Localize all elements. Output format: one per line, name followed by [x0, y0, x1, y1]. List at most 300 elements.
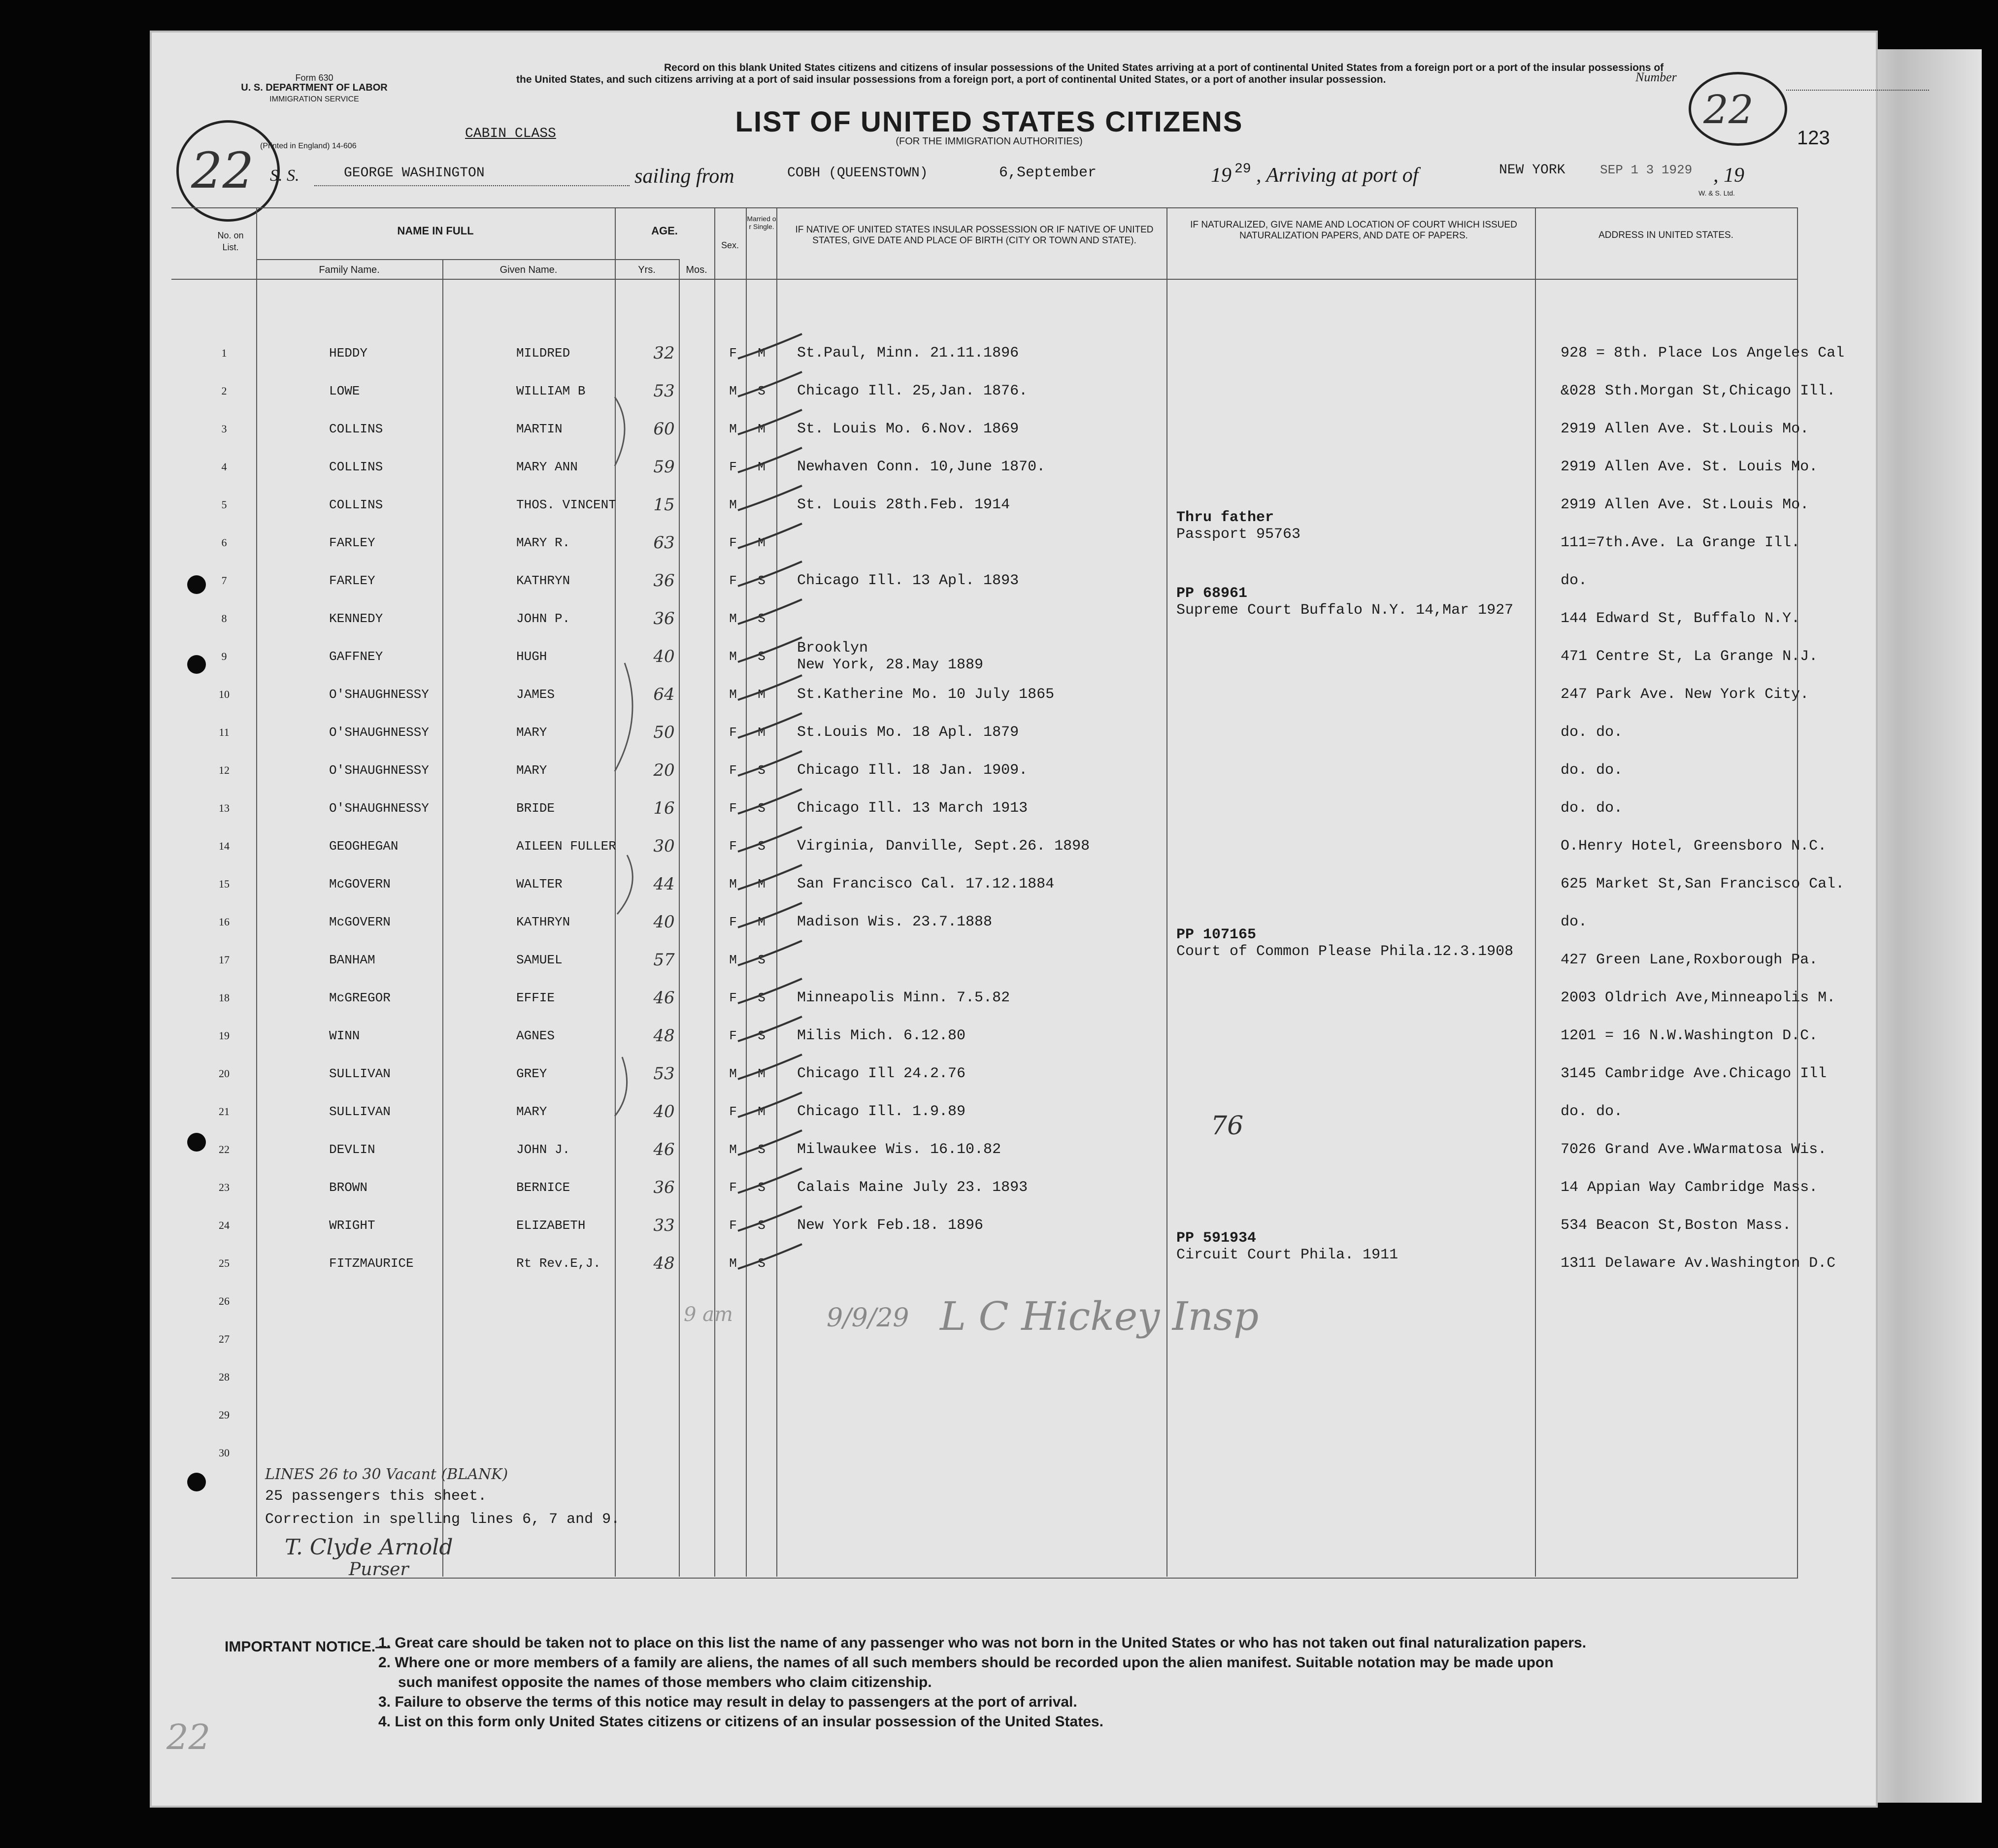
naturalization-info — [1176, 1152, 1541, 1189]
age: 59 — [653, 457, 675, 477]
birth-line-2: New York, 28.May 1889 — [797, 656, 984, 673]
sex: F — [729, 990, 737, 1005]
table-row — [152, 637, 1876, 675]
naturalization-info — [1176, 886, 1541, 924]
table-row — [152, 1055, 1876, 1092]
birth-line: St. Louis Mo. 6.Nov. 1869 — [797, 420, 1019, 437]
given-name: AILEEN FULLER — [516, 838, 616, 854]
row-number: 21 — [219, 1105, 230, 1118]
check-mark — [738, 448, 802, 472]
sex: F — [729, 725, 737, 740]
passenger-count: 25 passengers this sheet. — [265, 1488, 487, 1505]
given-name: KATHRYN — [516, 914, 570, 929]
naturalization-info — [1176, 1227, 1541, 1265]
sailing-from: COBH (QUEENSTOWN) — [787, 165, 928, 181]
check-mark — [738, 1244, 802, 1269]
birth-place-date — [797, 410, 1162, 448]
sex: M — [729, 649, 737, 664]
family-name: DEVLIN — [329, 1142, 375, 1157]
family-name: O'SHAUGHNESSY — [329, 762, 429, 778]
age: 30 — [653, 836, 675, 856]
address: do. do. — [1561, 724, 1623, 741]
birth-place-date — [797, 1244, 1162, 1282]
address: 14 Appian Way Cambridge Mass. — [1561, 1179, 1818, 1196]
family-name: O'SHAUGHNESSY — [329, 725, 429, 740]
naturalization-info — [1176, 962, 1541, 1000]
birth-place-date — [797, 1055, 1162, 1092]
naturalization-line-2: Supreme Court Buffalo N.Y. 14,Mar 1927 — [1176, 601, 1514, 619]
birth-place-date — [797, 599, 1162, 637]
birth-place-date — [797, 941, 1162, 979]
address: do. do. — [1561, 1103, 1623, 1120]
year-suffix: 29 — [1234, 162, 1251, 177]
married-single — [752, 1396, 771, 1434]
address: 2919 Allen Ave. St.Louis Mo. — [1561, 420, 1809, 437]
naturalization-info — [1176, 1379, 1541, 1417]
sex — [723, 1396, 743, 1434]
naturalization-info — [1176, 431, 1541, 469]
naturalization-info — [1176, 545, 1541, 583]
given-name: MARY ANN — [516, 459, 578, 474]
address — [1561, 1320, 1876, 1358]
married-single: S — [758, 952, 766, 967]
row-number: 10 — [219, 688, 230, 700]
family-name — [329, 1320, 506, 1358]
age: 48 — [653, 1253, 675, 1273]
table-row — [152, 789, 1876, 827]
page-subtitle: (FOR THE IMMIGRATION AUTHORITIES) — [896, 136, 1083, 147]
birth-place-date — [797, 637, 1162, 675]
sex: F — [729, 1104, 737, 1119]
age: 32 — [653, 343, 675, 363]
check-mark — [738, 561, 802, 586]
address: 928 = 8th. Place Los Angeles Cal — [1561, 344, 1845, 362]
check-mark — [738, 865, 802, 890]
family-name: WRIGHT — [329, 1218, 375, 1233]
sex: M — [729, 952, 737, 967]
sailing-from-label: sailing from — [634, 165, 734, 188]
family-name: FITZMAURICE — [329, 1255, 414, 1271]
bottom-margin-number: 22 — [166, 1717, 211, 1757]
naturalization-line-2: Circuit Court Phila. 1911 — [1176, 1246, 1399, 1263]
naturalization-info — [1176, 810, 1541, 848]
age: 63 — [653, 532, 675, 553]
birth-place-date — [797, 713, 1162, 751]
naturalization-info — [1176, 507, 1541, 545]
table-row — [152, 1092, 1876, 1130]
family-name: GAFFNEY — [329, 649, 383, 664]
given-name: SAMUEL — [516, 952, 563, 967]
given-name: HUGH — [516, 649, 547, 664]
table-row — [152, 1017, 1876, 1055]
notice-item-1: 1. Great care should be taken not to place on this list the name of any passenger who was not born in the United States or who has not taken out final naturalization papers. — [378, 1635, 1587, 1651]
given-name: WALTER — [516, 876, 563, 891]
header-divider — [171, 279, 1797, 280]
birth-place-date — [797, 789, 1162, 827]
married-single: S — [758, 611, 766, 626]
table-row — [152, 1130, 1876, 1168]
family-name: O'SHAUGHNESSY — [329, 687, 429, 702]
birth-place-date — [797, 979, 1162, 1017]
row-number: 15 — [219, 877, 230, 890]
sex: M — [729, 1066, 737, 1081]
birth-place-date — [797, 1130, 1162, 1168]
naturalization-line: PP 107165 — [1176, 926, 1257, 943]
family-name: McGREGOR — [329, 990, 391, 1005]
printed-in: (Printed in England) 14-606 — [260, 142, 357, 150]
birth-line: Chicago Ill. 1.9.89 — [797, 1103, 966, 1120]
row-number: 5 — [221, 498, 227, 511]
table-row — [152, 1396, 1876, 1434]
naturalization-info — [1176, 734, 1541, 772]
birth-line: St.Louis Mo. 18 Apl. 1879 — [797, 724, 1019, 741]
birth-place-date — [797, 334, 1162, 372]
naturalization-info — [1176, 1000, 1541, 1038]
family-name: FARLEY — [329, 535, 375, 550]
notice-heading: IMPORTANT NOTICE.— — [225, 1639, 391, 1655]
birth-place-date — [797, 1092, 1162, 1130]
birth-line: Chicago Ill. 25,Jan. 1876. — [797, 382, 1028, 399]
sex: M — [729, 1255, 737, 1271]
table-row — [152, 561, 1876, 599]
address: do. — [1561, 913, 1588, 930]
given-name: WILLIAM B — [516, 383, 586, 398]
address: 625 Market St,San Francisco Cal. — [1561, 875, 1845, 892]
married-single: S — [758, 573, 766, 588]
age: 16 — [653, 798, 675, 818]
row-number: 6 — [221, 536, 227, 549]
sex: F — [729, 459, 737, 474]
table-row — [152, 827, 1876, 865]
married-single — [752, 1358, 771, 1396]
naturalization-info — [1176, 1341, 1541, 1379]
married-single: S — [758, 762, 766, 778]
sex: M — [729, 687, 737, 702]
binder-hole — [187, 1133, 206, 1152]
spelling-correction: Correction in spelling lines 6, 7 and 9. — [265, 1511, 620, 1528]
check-mark — [738, 675, 802, 700]
address — [1561, 1434, 1876, 1472]
address: do. — [1561, 572, 1588, 589]
family-brackets — [595, 33, 654, 1510]
check-mark — [738, 751, 802, 776]
check-mark — [738, 979, 802, 1003]
address — [1561, 1282, 1876, 1320]
check-mark — [738, 637, 802, 662]
row-number: 12 — [219, 763, 230, 776]
check-mark — [738, 1168, 802, 1193]
given-name: MARTIN — [516, 421, 563, 436]
number-value: 22 — [1703, 87, 1754, 132]
birth-place-date — [797, 372, 1162, 410]
inspector-date: 9/9/29 — [827, 1303, 909, 1333]
given-name: MILDRED — [516, 345, 570, 361]
birth-line: Chicago Ill. 18 Jan. 1909. — [797, 761, 1028, 779]
sex: F — [729, 1028, 737, 1043]
ship-name: GEORGE WASHINGTON — [344, 165, 485, 181]
table-row — [152, 865, 1876, 903]
row-number: 26 — [219, 1294, 230, 1307]
sex: M — [729, 876, 737, 891]
naturalization-info — [1176, 1076, 1541, 1114]
birth-place-date — [797, 751, 1162, 789]
birth-line: New York Feb.18. 1896 — [797, 1217, 984, 1234]
row-number: 14 — [219, 839, 230, 852]
birth-place-date — [797, 524, 1162, 561]
col-header-address: ADDRESS IN UNITED STATES. — [1598, 230, 1733, 240]
notice-item-4: 4. List on this form only United States citizens or citizens of an insular possession of the United States. — [378, 1714, 1103, 1730]
row-number: 9 — [221, 650, 227, 662]
family-name — [329, 1396, 506, 1434]
naturalization-info — [1176, 848, 1541, 886]
birth-place-date — [797, 1434, 1162, 1472]
address: 534 Beacon St,Boston Mass. — [1561, 1217, 1792, 1234]
age: 36 — [653, 1177, 675, 1197]
page-number: 123 — [1797, 127, 1830, 149]
address: do. do. — [1561, 761, 1623, 779]
arrival-port: NEW YORK — [1499, 163, 1565, 178]
row-number: 30 — [219, 1446, 230, 1459]
sex: M — [729, 1142, 737, 1157]
family-name — [329, 1358, 506, 1396]
married-single: M — [758, 914, 766, 929]
purser-signature: T. Clyde Arnold — [285, 1535, 453, 1560]
check-mark — [738, 1130, 802, 1155]
sex: F — [729, 1180, 737, 1195]
family-name: McGOVERN — [329, 914, 391, 929]
birth-place-date — [797, 561, 1162, 599]
age: 36 — [653, 570, 675, 591]
address: 2919 Allen Ave. St.Louis Mo. — [1561, 496, 1809, 513]
notice-item-3: 3. Failure to observe the terms of this notice may result in delay to passengers at the port of arrival. — [378, 1694, 1077, 1710]
family-name: COLLINS — [329, 497, 383, 512]
married-single: M — [758, 876, 766, 891]
row-number: 19 — [219, 1029, 230, 1042]
family-name: BANHAM — [329, 952, 375, 967]
address: 1311 Delaware Av.Washington D.C — [1561, 1254, 1836, 1272]
arrival-stamp: SEP 1 3 1929 — [1600, 163, 1693, 177]
check-mark — [738, 713, 802, 738]
check-mark — [738, 410, 802, 434]
family-name: LOWE — [329, 383, 360, 398]
naturalization-info — [1176, 1038, 1541, 1076]
family-name: McGOVERN — [329, 876, 391, 891]
birth-place-date — [797, 675, 1162, 713]
check-mark — [738, 903, 802, 927]
given-name: MARY — [516, 725, 547, 740]
birth-line: St.Katherine Mo. 10 July 1865 — [797, 686, 1055, 703]
arrival-year: , 19 — [1713, 164, 1744, 187]
age: 40 — [653, 646, 675, 666]
address — [1561, 1396, 1876, 1434]
birth-place-date — [797, 1168, 1162, 1206]
form-number: Form 630 — [295, 73, 333, 83]
family-name: O'SHAUGHNESSY — [329, 800, 429, 816]
check-mark — [738, 827, 802, 852]
table-row — [152, 372, 1876, 410]
birth-line: Minneapolis Minn. 7.5.82 — [797, 989, 1010, 1006]
address: 247 Park Ave. New York City. — [1561, 686, 1809, 703]
vacant-lines-note: LINES 26 to 30 Vacant (BLANK) — [265, 1466, 508, 1483]
given-name: MARY R. — [516, 535, 570, 550]
purser-title: Purser — [349, 1559, 409, 1580]
married-single: S — [758, 838, 766, 854]
sex: F — [729, 800, 737, 816]
family-name: SULLIVAN — [329, 1066, 391, 1081]
row-number: 3 — [221, 422, 227, 435]
table-row — [152, 751, 1876, 789]
row-number: 8 — [221, 612, 227, 625]
age: 44 — [653, 874, 675, 894]
address: 471 Centre St, La Grange N.J. — [1561, 648, 1818, 665]
naturalization-info — [1176, 696, 1541, 734]
birth-line: Madison Wis. 23.7.1888 — [797, 913, 993, 930]
family-name: COLLINS — [329, 421, 383, 436]
table-row — [152, 713, 1876, 751]
age: 46 — [653, 988, 675, 1008]
col-header-name: NAME IN FULL — [397, 225, 474, 237]
birth-place-date — [797, 1358, 1162, 1396]
given-name: MARY — [516, 1104, 547, 1119]
notice-item-2: 2. Where one or more members of a family are aliens, the names of all such members should be recorded upon the alien manifest. Suitable notation may be made upon — [378, 1654, 1554, 1671]
service: IMMIGRATION SERVICE — [269, 95, 359, 103]
row-number: 17 — [219, 953, 230, 966]
given-name: JOHN J. — [516, 1142, 570, 1157]
manifest-page — [152, 33, 1876, 1806]
table-row — [152, 585, 1876, 637]
married-single: S — [758, 1028, 766, 1043]
row-number: 28 — [219, 1370, 230, 1383]
age: 46 — [653, 1139, 675, 1159]
age: 36 — [653, 608, 675, 628]
check-mark — [738, 1092, 802, 1117]
given-name: JAMES — [516, 687, 555, 702]
table-row — [152, 903, 1876, 941]
row-number: 24 — [219, 1219, 230, 1231]
married-single: M — [758, 421, 766, 436]
table-row — [152, 334, 1876, 372]
col-header-yrs: Yrs. — [638, 264, 656, 275]
department: U. S. DEPARTMENT OF LABOR — [241, 82, 388, 93]
married-single: M — [758, 459, 766, 474]
married-single: M — [758, 725, 766, 740]
married-single: S — [758, 649, 766, 664]
married-single: S — [758, 1255, 766, 1271]
row-number: 13 — [219, 801, 230, 814]
check-mark — [738, 1206, 802, 1231]
sex: M — [729, 421, 737, 436]
married-single: S — [758, 1180, 766, 1195]
given-name: MARY — [516, 762, 547, 778]
sex: F — [729, 535, 737, 550]
birth-line: St. Louis 28th.Feb. 1914 — [797, 496, 1010, 513]
col-header-given: Given Name. — [500, 264, 558, 275]
table-row — [152, 486, 1876, 524]
address: &028 Sth.Morgan St,Chicago Ill. — [1561, 382, 1836, 399]
family-name: KENNEDY — [329, 611, 383, 626]
row-number: 11 — [219, 726, 230, 738]
am-mark: 9 am — [684, 1303, 733, 1326]
naturalization-info — [1176, 583, 1541, 621]
married-single: M — [758, 535, 766, 550]
year-prefix: 19 — [1211, 164, 1232, 187]
table-row — [152, 1229, 1876, 1282]
address: 1201 = 16 N.W.Washington D.C. — [1561, 1027, 1818, 1044]
header-note: Record on this blank United States citizens and citizens of insular possessions of the United States arriving at a port of continental United States from a foreign port or a port of the insular possessions of the United States, and such citizens arriving at a port of said insular possessions from a foreign port, a port of continental United States, or a port of another insular possession. — [516, 62, 1664, 85]
number-label: Number — [1635, 70, 1677, 84]
sex: F — [729, 914, 737, 929]
address: 2919 Allen Ave. St. Louis Mo. — [1561, 458, 1818, 475]
sex: F — [729, 838, 737, 854]
binder-hole — [187, 1473, 206, 1491]
table-row — [152, 1168, 1876, 1206]
col-header-birth: IF NATIVE OF UNITED STATES INSULAR POSSESSION OR IF NATIVE OF UNITED STATES, GIVE DATE AND PLACE OF BIRTH (CITY OR TOWN AND STATE). — [795, 225, 1154, 246]
binder-hole — [187, 575, 206, 594]
sex: F — [729, 573, 737, 588]
row-number: 20 — [219, 1067, 230, 1080]
check-mark — [738, 1017, 802, 1041]
married-single: S — [758, 800, 766, 816]
family-name: GEOGHEGAN — [329, 838, 399, 854]
birth-line: Chicago Ill. 13 Apl. 1893 — [797, 572, 1019, 589]
row-number: 23 — [219, 1181, 230, 1193]
birth-line: San Francisco Cal. 17.12.1884 — [797, 875, 1055, 892]
birth-line: Milis Mich. 6.12.80 — [797, 1027, 966, 1044]
naturalization-info — [1176, 1189, 1541, 1227]
row-number: 22 — [219, 1143, 230, 1155]
married-single: S — [758, 990, 766, 1005]
birth-line: Newhaven Conn. 10,June 1870. — [797, 458, 1046, 475]
row-number: 25 — [219, 1256, 230, 1269]
age: 40 — [653, 912, 675, 932]
naturalization-line-2: Passport 95763 — [1176, 526, 1301, 543]
table-row — [152, 926, 1876, 979]
row-number: 29 — [219, 1408, 230, 1421]
col-header-family: Family Name. — [319, 264, 380, 275]
birth-line: St.Paul, Minn. 21.11.1896 — [797, 344, 1019, 362]
row-number: 7 — [221, 574, 227, 587]
check-mark — [738, 789, 802, 814]
family-name: WINN — [329, 1028, 360, 1043]
page-title: LIST OF UNITED STATES CITIZENS — [735, 106, 1243, 138]
binder-hole — [187, 655, 206, 674]
given-name: JOHN P. — [516, 611, 570, 626]
birth-place-date — [797, 1206, 1162, 1244]
given-name: Rt Rev.E,J. — [516, 1255, 601, 1271]
birth-line: Chicago Ill 24.2.76 — [797, 1065, 966, 1082]
age: 15 — [653, 495, 675, 515]
naturalization-info — [1176, 317, 1541, 355]
row-number: 18 — [219, 991, 230, 1004]
address: 3145 Cambridge Ave.Chicago Ill — [1561, 1065, 1827, 1082]
naturalization-info — [1176, 469, 1541, 507]
check-mark — [738, 486, 802, 510]
sex: M — [729, 383, 737, 398]
arriving-label: , Arriving at port of — [1256, 164, 1419, 187]
married-single: M — [758, 1066, 766, 1081]
row-number: 27 — [219, 1332, 230, 1345]
given-name: THOS. VINCENT — [516, 497, 616, 512]
married-single: S — [758, 1142, 766, 1157]
col-header-sex: Sex. — [721, 240, 739, 250]
age: 64 — [653, 684, 675, 704]
row-number: 16 — [219, 915, 230, 928]
col-header-no: No. on List. — [217, 231, 244, 252]
check-mark — [738, 1055, 802, 1079]
ship-line — [314, 185, 630, 186]
naturalization-line-2: Court of Common Please Phila.12.3.1908 — [1176, 943, 1514, 960]
sex: M — [729, 611, 737, 626]
